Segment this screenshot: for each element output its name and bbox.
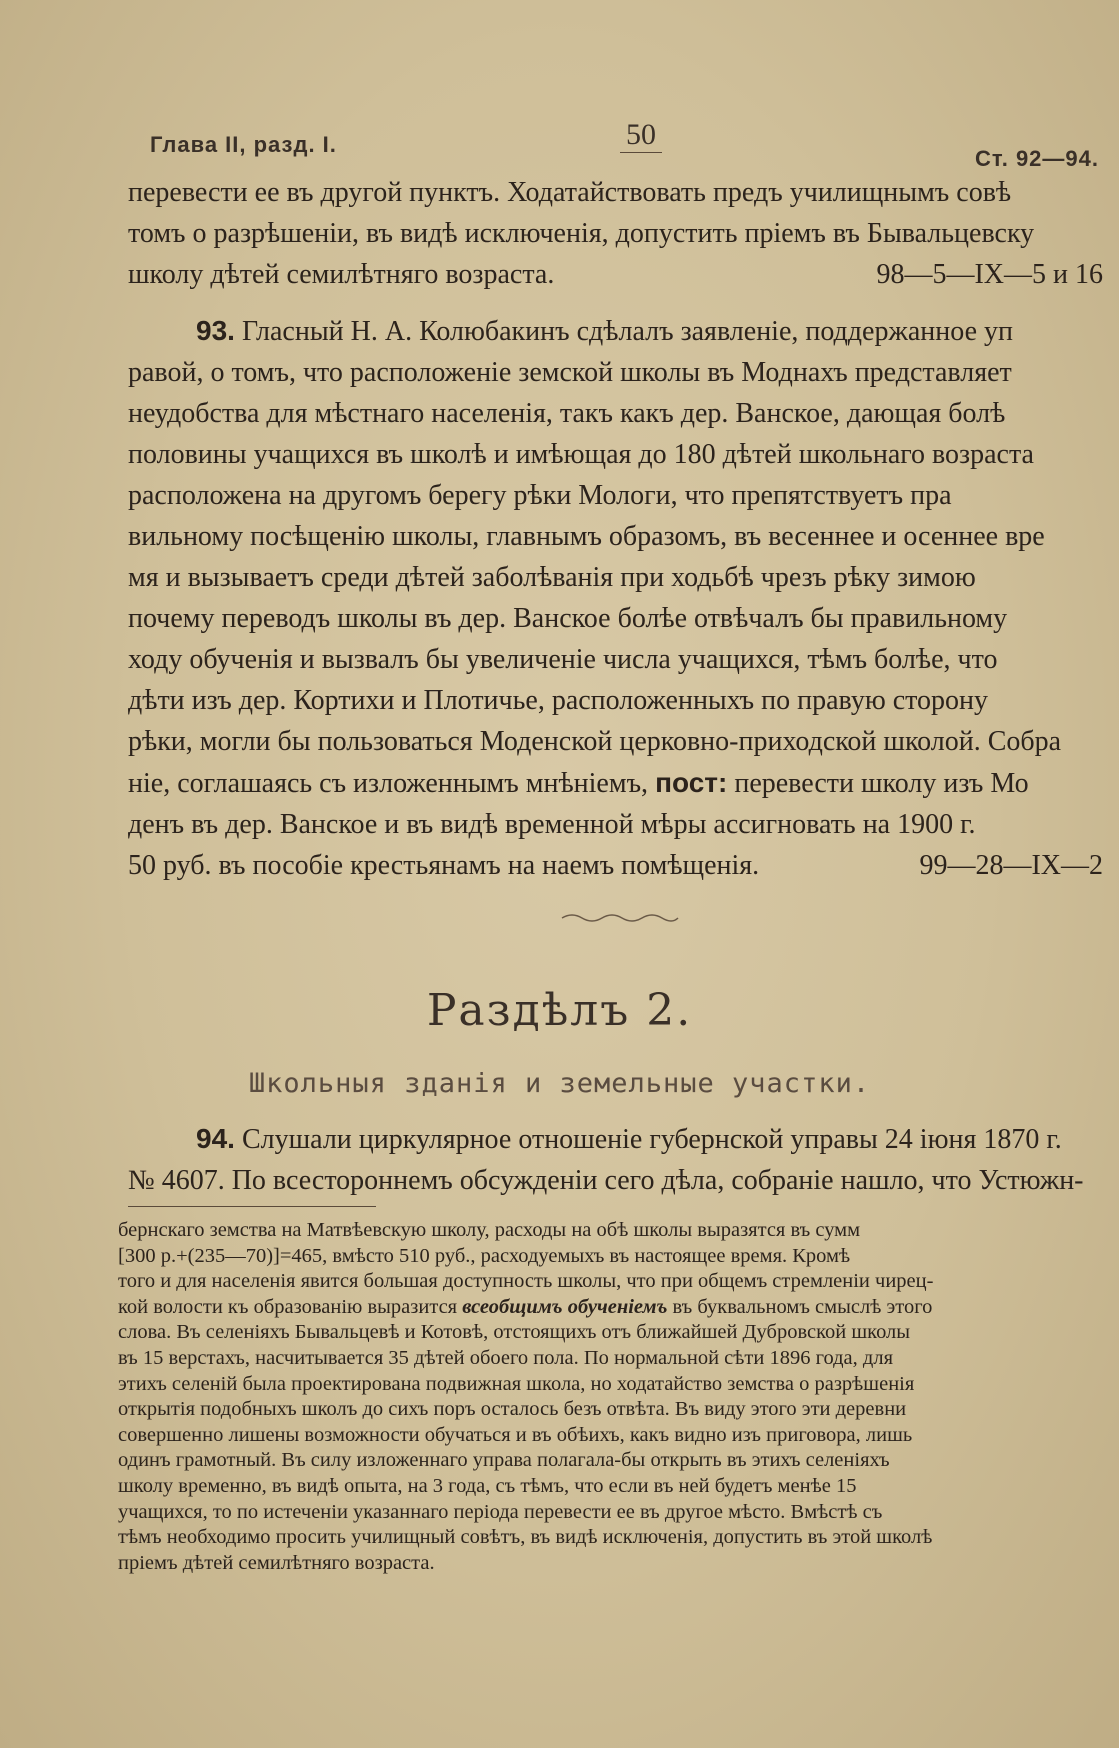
footnote-line: того и для населенія явится большая доступность школы, что при общемъ стремленіи чирец-	[118, 1270, 934, 1293]
footnote-text: въ буквальномъ смыслѣ этого	[672, 1295, 933, 1318]
page-number: 50	[620, 118, 662, 153]
text-line	[128, 762, 1103, 804]
article-range: Ст. 92—94.	[974, 146, 1099, 171]
paragraph-continuation	[128, 172, 1103, 295]
footnote-line: открытія подобныхъ школъ до сихъ поръ осталось безъ отвѣта. Въ виду этого эти деревни	[118, 1398, 907, 1421]
text-line: половины учащихся въ школѣ и имѣющая до 180 дѣтей школьнаго возраста	[128, 439, 1034, 470]
footnote-line: тѣмъ необходимо просить училищный совѣтъ, въ видѣ исключенія, допустить въ этой школѣ	[118, 1526, 933, 1549]
text-line-content: перевести школу изъ Мо	[734, 768, 1029, 799]
article-number: 94.	[196, 1123, 235, 1154]
article-number: 93.	[196, 315, 235, 346]
text-line	[128, 845, 1103, 886]
paragraph-93	[128, 310, 1103, 886]
footnote-line: [300 р.+(235—70)]=465, вмѣсто 510 руб., расходуемыхъ въ настоящее время. Кромѣ	[118, 1244, 851, 1267]
paragraph-94	[128, 1118, 1103, 1201]
resolution-reference: 98—5—IX—5 и 16	[876, 259, 1103, 290]
text-line: расположена на другомъ берегу рѣки Мологи, что препятствуетъ пра	[128, 480, 952, 511]
text-line: № 4607. По всестороннемъ обсужденіи сего дѣла, собраніе нашло, что Устюжн-	[128, 1165, 1084, 1196]
text-line-content: Гласный Н. А. Колюбакинъ сдѣлалъ заявленіе, поддержанное уп	[241, 316, 1013, 347]
section-title: Раздѣлъ 2.	[426, 985, 693, 1036]
footnote-line: школу временно, въ видѣ опыта, на 3 года, съ тѣмъ, что если въ ней будетъ менѣе 15	[118, 1474, 857, 1497]
resolution-label: пост:	[655, 767, 728, 798]
footnote-divider	[128, 1206, 376, 1207]
resolution-reference: 99—28—IX—2	[919, 850, 1103, 881]
footnote-line	[118, 1295, 1103, 1321]
text-line-content: 50 руб. въ пособіе крестьянамъ на наемъ помѣщенія.	[128, 850, 760, 881]
text-line: ходу обученія и вызвалъ бы увеличеніе числа учащихся, тѣмъ болѣе, что	[128, 644, 998, 675]
text-line-content: Слушали циркулярное отношеніе губернской управы 24 іюня 1870 г.	[241, 1124, 1062, 1155]
footnote-line: въ 15 верстахъ, насчитывается 35 дѣтей обоего пола. По нормальной сѣти 1896 года, для	[118, 1346, 893, 1369]
footnote-line: слова. Въ селеніяхъ Бывальцевѣ и Котовѣ, отстоящихъ отъ ближайшей Дубровской школы	[118, 1321, 911, 1344]
footnote	[118, 1218, 1103, 1576]
text-line: томъ о разрѣшеніи, въ видѣ исключенія, допустить пріемъ въ Бывальцевску	[128, 218, 1035, 249]
text-line: вильному посѣщенію школы, главнымъ образомъ, въ весеннее и осеннее вре	[128, 521, 1045, 552]
footnote-line: пріемъ дѣтей семилѣтняго возраста.	[118, 1551, 435, 1574]
text-line: мя и вызываетъ среди дѣтей заболѣванія при ходьбѣ чрезъ рѣку зимою	[128, 562, 976, 593]
footnote-line: бернскаго земства на Матвѣевскую школу, расходы на обѣ школы выразятся въ сумм	[118, 1219, 861, 1241]
footnote-text: кой волости къ образованію выразится	[118, 1295, 458, 1318]
text-line-content: школу дѣтей семилѣтняго возраста.	[128, 259, 555, 290]
decorative-rule	[560, 910, 680, 924]
footnote-line: одинъ грамотный. Въ силу изложеннаго управа полагала-бы открыть въ этихъ селеніяхъ	[118, 1449, 890, 1472]
text-line: почему переводъ школы въ дер. Ванское болѣе отвѣчалъ бы правильному	[128, 603, 1008, 634]
section-subtitle: Школьныя зданія и земельные участки.	[248, 1068, 871, 1099]
text-line	[128, 254, 1103, 295]
text-line	[128, 310, 1103, 352]
text-line: рѣки, могли бы пользоваться Моденской церковно-приходской школой. Собра	[128, 726, 1062, 757]
text-line: перевести ее въ другой пунктъ. Ходатайствовать предъ училищнымъ совѣ	[128, 177, 1012, 208]
text-line: денъ въ дер. Ванское и въ видѣ временной мѣры ассигновать на 1900 г.	[128, 809, 976, 840]
footnote-line: совершенно лишены возможности обучаться и въ обѣихъ, какъ видно изъ приговора, лишь	[118, 1423, 913, 1446]
emphasized-phrase: всеобщимъ обученіемъ	[462, 1295, 668, 1318]
text-line	[128, 1118, 1103, 1160]
footnote-line: этихъ селеній была проектирована подвижная школа, но ходатайство земства о разрѣшенія	[118, 1372, 915, 1395]
chapter-reference: Глава II, разд. I.	[150, 132, 337, 157]
text-line: неудобства для мѣстнаго населенія, такъ какъ дер. Ванское, дающая болѣ	[128, 398, 1006, 429]
page-header	[150, 118, 1099, 171]
text-line: равой, о томъ, что расположеніе земской школы въ Моднахъ представляет	[128, 357, 1012, 388]
footnote-line: учащихся, то по истеченіи указаннаго періода перевести ее въ другое мѣсто. Вмѣстѣ съ	[118, 1500, 883, 1523]
text-line-content: ніе, соглашаясь съ изложеннымъ мнѣніемъ,	[128, 768, 649, 799]
text-line: дѣти изъ дер. Кортихи и Плотичье, расположенныхъ по правую сторону	[128, 685, 989, 716]
